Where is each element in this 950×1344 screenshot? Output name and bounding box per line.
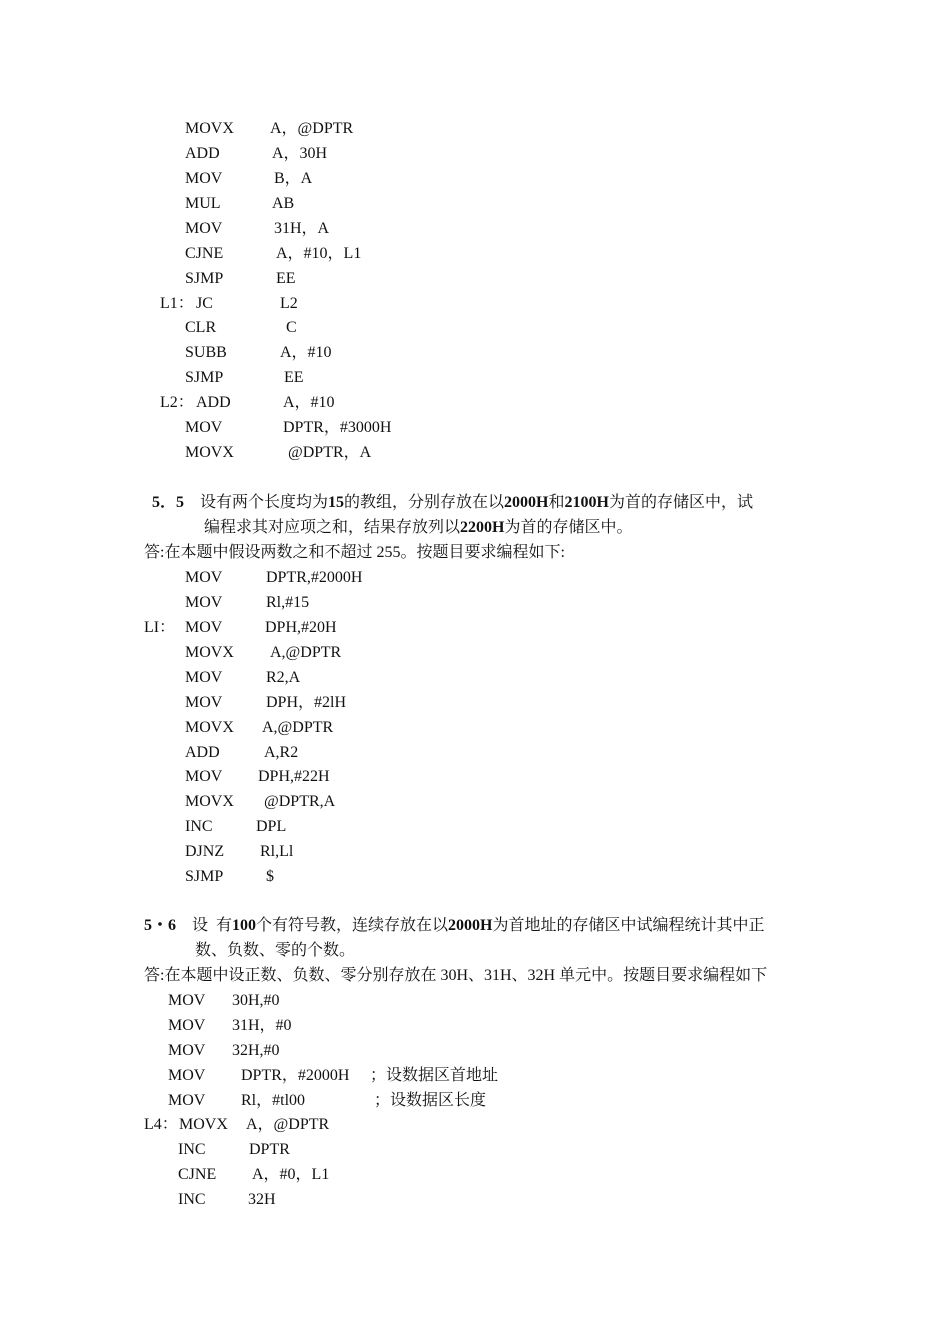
code-operand: 32H,#0 — [232, 1042, 280, 1059]
code-mnemonic: SJMP — [185, 270, 224, 287]
code-operand: A，#10，L1 — [276, 245, 362, 262]
question-number: 5．5 — [152, 494, 185, 511]
code-operand: EE — [276, 270, 296, 287]
question-text: 编程求其对应项之和，结果存放列以 — [204, 519, 461, 536]
code-operand: 32H — [248, 1191, 276, 1208]
code-operand: DPTR，#2000H — [241, 1067, 350, 1084]
code-mnemonic: ADD — [196, 394, 231, 411]
code-operand: EE — [284, 369, 304, 386]
code-comment: ；设数据区首地址 — [370, 1067, 499, 1084]
code-mnemonic: MOV — [185, 694, 223, 711]
question-bold-value: 2000H — [504, 494, 549, 511]
answer-intro: 答:在本题中设正数、负数、零分别存放在 30H、31H、32H 单元中。按题目要求编程如下 — [144, 967, 768, 984]
question-text: 设有两个长度均为 — [200, 494, 329, 511]
question-text: 为首的存储区中。 — [504, 519, 633, 536]
code-operand: R2,A — [266, 669, 301, 686]
code-operand: A,R2 — [264, 744, 299, 761]
code-operand: A，#0，L1 — [252, 1166, 330, 1183]
code-mnemonic: MOV — [168, 1067, 206, 1084]
code-mnemonic: MOV — [168, 992, 206, 1009]
code-operand: $ — [266, 868, 274, 885]
code-mnemonic: MOV — [185, 220, 223, 237]
answer-intro: 答:在本题中假设两数之和不超过 255。按题目要求编程如下: — [144, 544, 565, 561]
code-mnemonic: MOV — [185, 170, 223, 187]
code-operand: 31H，A — [274, 220, 330, 237]
code-operand: A，@DPTR — [246, 1116, 330, 1133]
code-mnemonic: MOV — [185, 669, 223, 686]
code-operand: DPTR,#2000H — [266, 569, 363, 586]
question-text: 为首地址的存储区中试编程统计其中正 — [492, 917, 765, 934]
code-mnemonic: MOVX — [179, 1116, 228, 1133]
code-operand: DPL — [256, 818, 287, 835]
question-text: 个有符号教，连续存放在以 — [256, 917, 449, 934]
code-mnemonic: INC — [185, 818, 213, 835]
code-mnemonic: SJMP — [185, 369, 224, 386]
code-mnemonic: INC — [178, 1191, 206, 1208]
code-mnemonic: MOV — [185, 569, 223, 586]
question-bold-value: 2100H — [564, 494, 609, 511]
code-mnemonic: MOVX — [185, 120, 234, 137]
code-mnemonic: MOV — [168, 1042, 206, 1059]
code-mnemonic: JC — [196, 295, 213, 312]
code-operand: @DPTR,A — [264, 793, 336, 810]
code-operand: DPH,#20H — [265, 619, 337, 636]
code-operand: AB — [272, 195, 295, 212]
code-operand: A,@DPTR — [270, 644, 342, 661]
code-operand: C — [286, 319, 297, 336]
code-operand: A,@DPTR — [262, 719, 334, 736]
question-number: 5・6 — [144, 917, 177, 934]
code-mnemonic: CJNE — [185, 245, 224, 262]
code-operand: DPH，#2lH — [266, 694, 347, 711]
code-operand: B，A — [274, 170, 313, 187]
code-mnemonic: MOVX — [185, 719, 234, 736]
code-operand: 30H,#0 — [232, 992, 280, 1009]
code-mnemonic: MOVX — [185, 644, 234, 661]
code-mnemonic: ADD — [185, 145, 220, 162]
code-mnemonic: CLR — [185, 319, 217, 336]
code-mnemonic: MOV — [185, 768, 223, 785]
question-bold-value: 2000H — [448, 917, 493, 934]
question-bold-value: 100 — [232, 917, 257, 934]
code-operand: Rl，#tl00 — [241, 1092, 306, 1109]
code-mnemonic: MUL — [185, 195, 221, 212]
code-label: L1： — [160, 295, 194, 312]
question-text: 数、负数、零的个数。 — [195, 942, 356, 959]
code-operand: DPH,#22H — [258, 768, 330, 785]
code-label: L4： — [144, 1116, 178, 1133]
code-mnemonic: MOV — [168, 1092, 206, 1109]
code-mnemonic: CJNE — [178, 1166, 217, 1183]
question-bold-value: 2200H — [460, 519, 505, 536]
code-mnemonic: MOV — [185, 619, 223, 636]
code-mnemonic: MOV — [168, 1017, 206, 1034]
code-mnemonic: MOV — [185, 419, 223, 436]
code-mnemonic: INC — [178, 1141, 206, 1158]
code-operand: Rl,#15 — [266, 594, 310, 611]
code-label: L2： — [160, 394, 194, 411]
question-text: 和 — [548, 494, 565, 511]
question-text: 为首的存储区中，试 — [608, 494, 753, 511]
code-operand: @DPTR，A — [288, 444, 372, 461]
code-comment: ；设数据区长度 — [374, 1092, 487, 1109]
code-label: LI： — [144, 619, 176, 636]
code-operand: Rl,Ll — [260, 843, 294, 860]
code-mnemonic: MOVX — [185, 793, 234, 810]
code-operand: DPTR — [249, 1141, 290, 1158]
code-operand: DPTR，#3000H — [283, 419, 392, 436]
code-mnemonic: ADD — [185, 744, 220, 761]
code-mnemonic: MOVX — [185, 444, 234, 461]
code-operand: A，#10 — [283, 394, 335, 411]
question-text: 设 有 — [192, 917, 233, 934]
code-operand: L2 — [280, 295, 298, 312]
code-mnemonic: SJMP — [185, 868, 224, 885]
code-operand: A，30H — [272, 145, 328, 162]
code-operand: 31H，#0 — [232, 1017, 292, 1034]
question-text: 的教组，分别存放在以 — [344, 494, 505, 511]
code-operand: A，#10 — [280, 344, 332, 361]
code-operand: A，@DPTR — [270, 120, 354, 137]
code-mnemonic: SUBB — [185, 344, 227, 361]
code-mnemonic: MOV — [185, 594, 223, 611]
question-bold-value: 15 — [328, 494, 345, 511]
code-mnemonic: DJNZ — [185, 843, 225, 860]
